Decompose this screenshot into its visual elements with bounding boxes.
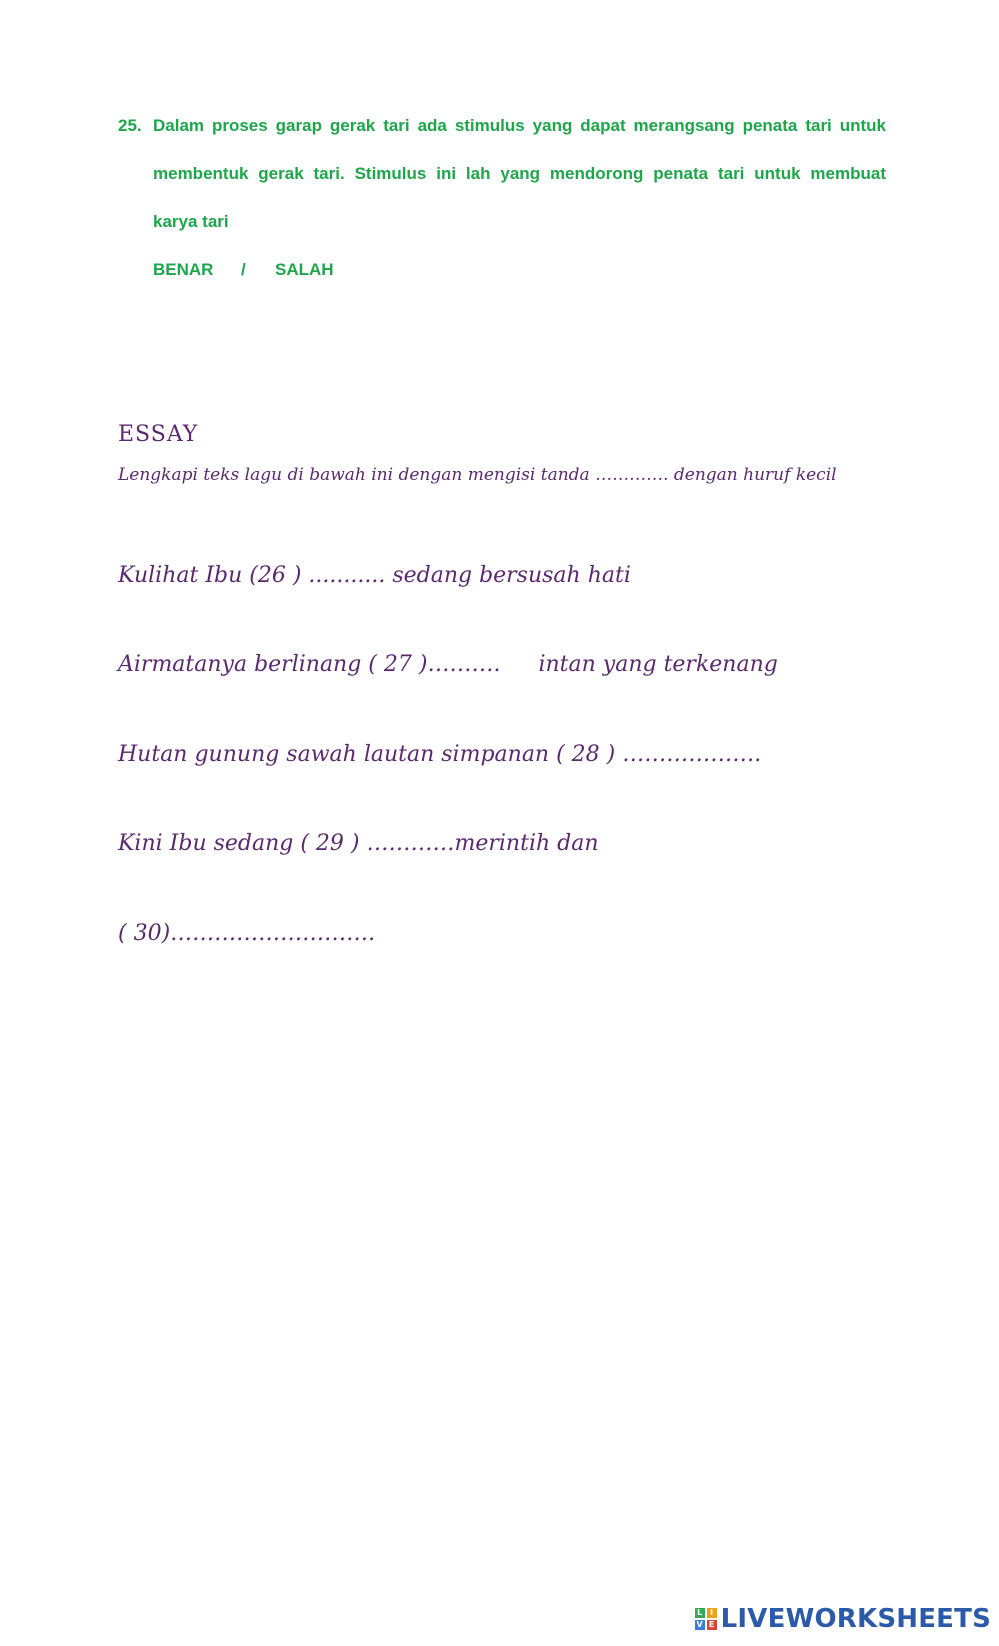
option-benar[interactable]: BENAR: [153, 260, 214, 279]
lyric-text: Kulihat Ibu (26 ) ........... sedang bersusah hati: [118, 563, 631, 588]
lyric-line-26[interactable]: [118, 563, 631, 588]
question-text-line-3: karya tari: [153, 212, 229, 231]
question-text-line-1: Dalam proses garap gerak tari ada stimulus yang dapat merangsang penata tari untuk: [153, 116, 886, 135]
lyric-text: Hutan gunung sawah lautan simpanan ( 28 ) ……………….: [118, 742, 762, 767]
lyric-line-27[interactable]: [118, 652, 778, 677]
lyric-text: Airmatanya berlinang ( 27 )……….: [118, 652, 501, 677]
lyric-line-28[interactable]: [118, 742, 761, 767]
question-number: 25.: [118, 116, 142, 135]
answer-options: [153, 260, 334, 280]
option-salah[interactable]: SALAH: [275, 260, 334, 279]
logo-mark-icon: L I V E: [695, 1608, 717, 1630]
lyric-text: Kini Ibu sedang ( 29 ) …………merintih dan: [118, 831, 599, 856]
lyric-line-29[interactable]: [118, 831, 599, 856]
lyric-text: ( 30)……………………….: [118, 921, 376, 946]
essay-title: ESSAY: [118, 422, 199, 447]
question-text-line-2: membentuk gerak tari. Stimulus ini lah yang mendorong penata tari untuk membuat: [153, 164, 886, 183]
lyric-text-continuation: intan yang terkenang: [538, 652, 778, 677]
lyric-line-30[interactable]: [118, 921, 375, 946]
liveworksheets-logo: [695, 1604, 991, 1634]
option-separator: /: [241, 260, 246, 279]
logo-text: LIVEWORKSHEETS: [720, 1604, 991, 1634]
essay-instruction: Lengkapi teks lagu di bawah ini dengan mengisi tanda …………. dengan huruf kecil: [118, 465, 837, 485]
